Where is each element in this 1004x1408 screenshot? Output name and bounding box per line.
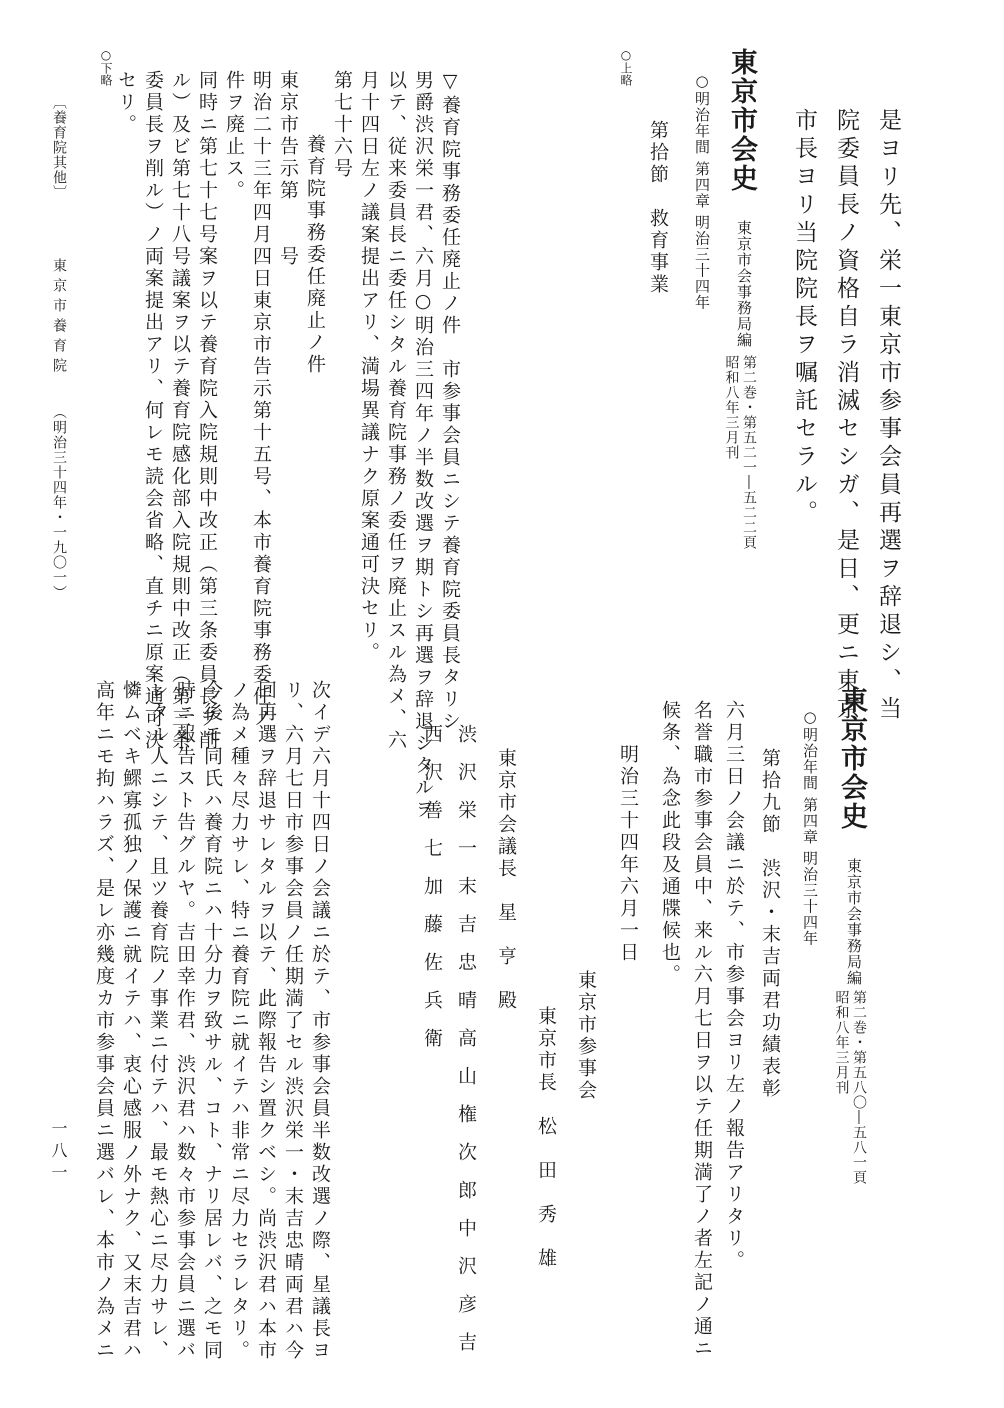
bottom-body-line: 高年ニモ拘ハラズ、是レ亦幾度カ市参事会員ニ選バレ、本市ノ為メニ [93, 680, 115, 1362]
top-body-line: 月十四日左ノ議案提出アリ、満場異議ナク原案通可決セリ。 [358, 70, 380, 664]
top-body-line: セリ。 [115, 70, 137, 136]
footer-org: 東京市養育院 [51, 258, 67, 378]
bottom-source-ref-line1: 第二巻・第五八〇―五八一頁 [851, 990, 867, 1185]
bottom-body-line: 次イデ六月十四日ノ会議ニ於テ、市参事会員半数改選ノ際、星議長ヨ [309, 680, 331, 1362]
bottom-body-line: 回再選ヲ辞退サレタルヲ以テ、此際報告シ置クベシ。尚渋沢君ハ本市 [255, 680, 277, 1362]
report-line-1: 六月三日ノ会議ニ於テ、市参事会ヨリ左ノ報告アリタリ。 [723, 700, 745, 1272]
bottom-section-heading: 第拾九節 渋沢・末吉両君功績表彰 [759, 748, 781, 1100]
intro-line-2: 院委員長ノ資格自ラ消滅セシガ、是日、更ニ東京 [833, 108, 859, 724]
footer-year: （明治三十四年・一九〇一） [51, 405, 67, 600]
report-line-3: 候条、為念此段及通牒候也。 [659, 700, 681, 986]
sender-org: 東京市参事会 [575, 970, 597, 1102]
notice-date: 明治三十四年六月一日 [617, 744, 639, 964]
bottom-body-line: 憐ムベキ鰥寡孤独ノ保護ニ就イテハ、衷心感服ノ外ナク、又末吉君ハ [120, 680, 142, 1362]
bottom-body-line: ノ為メ種々尽力サレ、特ニ養育院ニ就イテハ非常ニ尽力セラレタリ。 [228, 680, 250, 1362]
bottom-body-line: レタル人ニシテ、且ツ養育院ノ事業ニ付テハ、最モ熱心ニ尽力サレ、 [147, 680, 169, 1362]
omit-below-note: ○下略 [99, 48, 113, 86]
names-line-1: 渋 沢 栄 一 末 吉 忠 晴 高 山 権 次 郎 中 沢 彦 吉 [455, 724, 477, 1351]
top-body-line: ル）及ビ第七十八号議案ヲ以テ養育院感化部入院規則中改正（第三条 [169, 70, 191, 752]
recipient: 東京市会議長 星 亨 殿 [495, 748, 517, 1012]
bottom-body-line: 今後モ同氏ハ養育院ニハ十分力ヲ致サル、コト、ナリ居レバ、之モ同 [201, 680, 223, 1362]
top-body-line: 東京市告示第 号 [277, 70, 299, 268]
names-line-2: 西 沢 善 七 加 藤 佐 兵 衛 [421, 724, 443, 1047]
bottom-body-line: リ、六月七日市参事会員ノ任期満了セル渋沢栄一・末吉忠晴両君ハ今 [282, 680, 304, 1362]
top-body-line: 同時ニ第七十七号案ヲ以テ養育院入院規則中改正（第三条委員長ヲ削 [196, 70, 218, 752]
source-editor: 東京市会事務局編 [735, 220, 753, 348]
top-body-line: 男爵渋沢栄一君、六月○明治三四年ノ半数改選ヲ期トシ再選ヲ辞退シタルヲ [412, 70, 434, 821]
bottom-body-line: 時ニ報告スト告グルヤ。吉田幸作君、渋沢君ハ数々市参事会員ニ選バ [174, 680, 196, 1362]
top-body-line: 明治二十三年四月四日東京市告示第十五号、本市養育院事務委任ノ [250, 70, 272, 730]
chapter-heading: ○明治年間 第四章 明治三十四年 [693, 72, 711, 311]
bottom-body [94, 680, 329, 1362]
intro-line-3: 市長ヨリ当院院長ヲ嘱託セラル。 [791, 108, 817, 528]
section-heading: 第拾節 救育事業 [647, 120, 669, 296]
bottom-source-ref-line2: 昭和八年三月刊 [833, 990, 850, 1095]
bottom-source-editor: 東京市会事務局編 [845, 858, 863, 986]
report-line-2: 名誉職市参事会員中、来ル六月七日ヲ以テ任期満了ノ者左記ノ通ニ [691, 700, 713, 1360]
source-title: 東京市会史 [726, 48, 757, 193]
bottom-source-title: 東京市会史 [836, 686, 867, 831]
top-body-line: 養育院事務委任廃止ノ件 [304, 90, 326, 376]
page-number: 一八一 [49, 1120, 68, 1186]
source-ref-line2: 昭和八年三月刊 [723, 355, 740, 460]
top-body-line: 委員長ヲ削ル）ノ両案提出アリ、何レモ読会省略、直チニ原案通可決 [142, 70, 164, 752]
top-body-line: 第七十六号 [331, 70, 353, 180]
intro-line-1: 是ヨリ先、栄一東京市参事会員再選ヲ辞退シ、当 [875, 108, 901, 724]
top-body-line: 件ヲ廃止ス。 [223, 70, 245, 202]
omit-above-note: ○上略 [619, 48, 633, 86]
bottom-source-ref [832, 990, 867, 1220]
bottom-chapter-heading: ○明治年間 第四章 明治三十四年 [801, 708, 819, 947]
top-body-line: 以テ、従来委員長ニ委任シタル養育院事務ノ委任ヲ廃止スル為メ、六 [385, 70, 407, 752]
top-body-line: ▽養育院事務委任廃止ノ件 市参事会員ニシテ養育院委員長タリシ [439, 70, 461, 733]
source-ref [722, 355, 757, 645]
source-ref-line1: 第二巻・第五二一―五二二頁 [741, 355, 757, 550]
sender-mayor: 東京市長 松 田 秀 雄 [535, 1006, 557, 1270]
footer-category: 〔養育院其他〕 [51, 95, 67, 200]
